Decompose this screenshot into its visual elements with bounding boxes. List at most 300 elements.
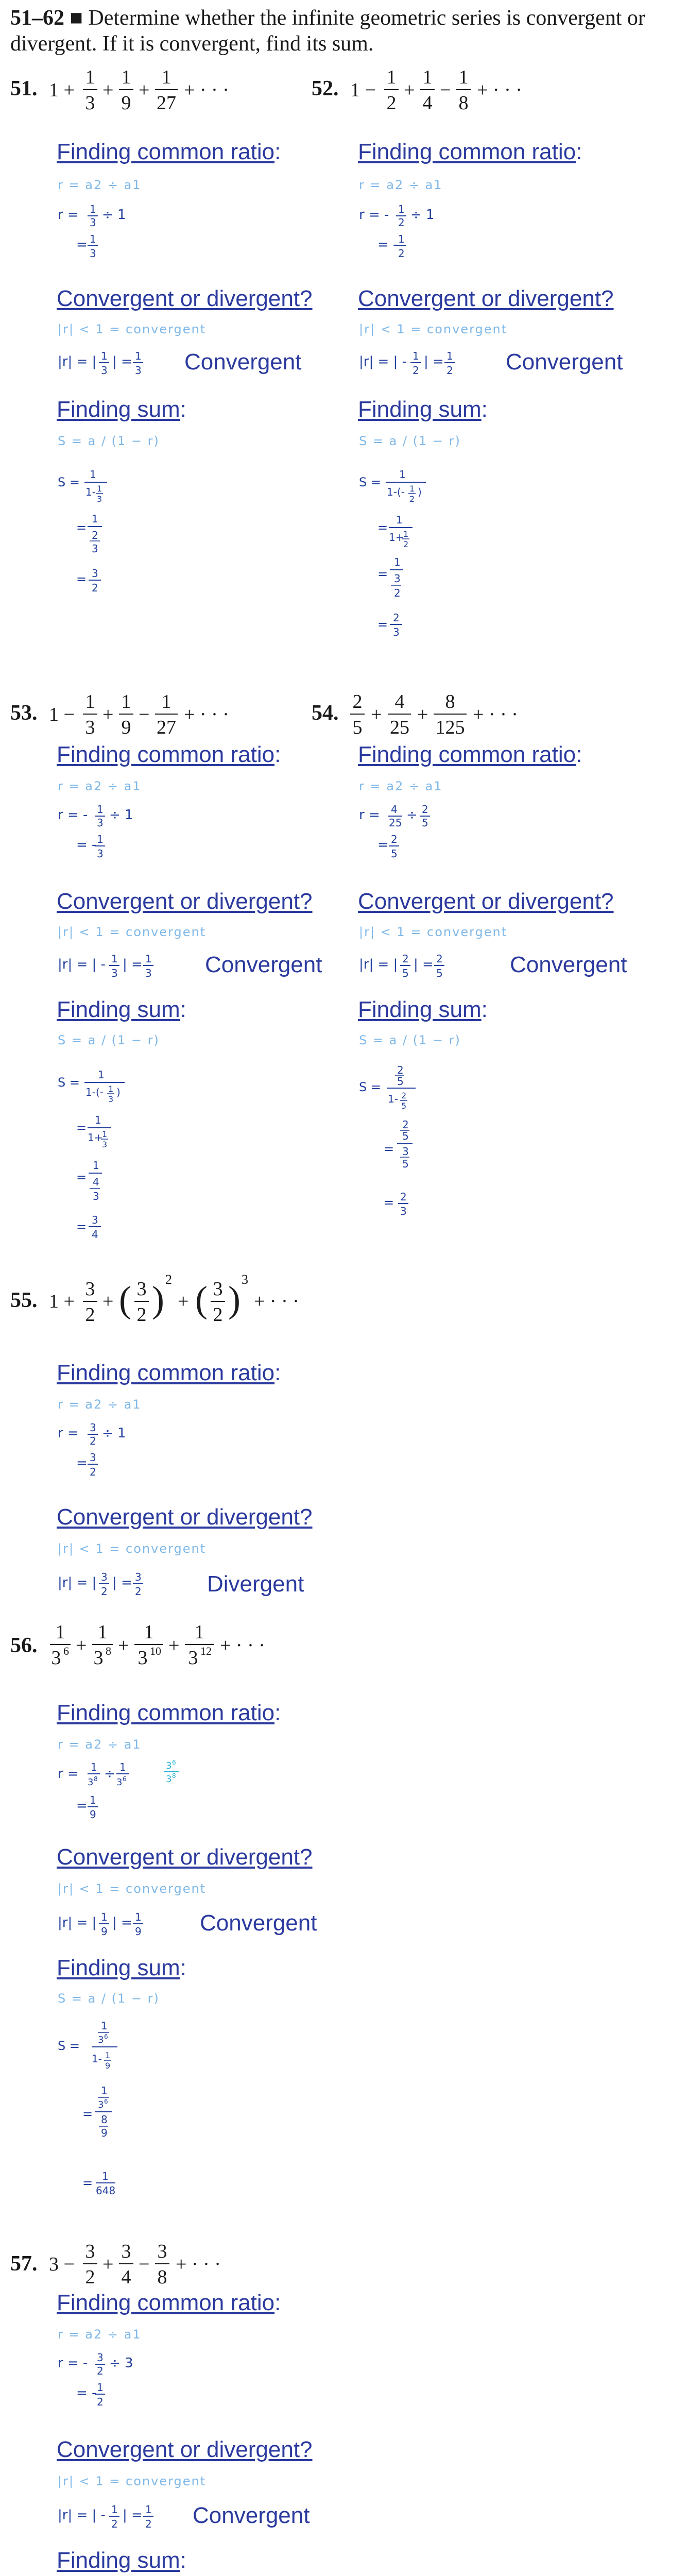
svg-text:1: 1 [194, 1621, 204, 1643]
abs-ratio-work [58, 1566, 176, 1602]
svg-text:|r| = |: |r| = | [359, 957, 398, 972]
ratio-work [58, 1759, 222, 1821]
ratio-formula-hint: r = a2 ÷ a1 [58, 178, 142, 192]
svg-text:=: = [377, 567, 388, 581]
svg-text:+: + [417, 704, 428, 725]
convergence-hint: |r| < 1 = convergent [58, 322, 207, 336]
heading-sum: Finding sum: [358, 397, 488, 422]
convergence-result: Convergent [205, 952, 322, 977]
problem-number: 54. [312, 701, 339, 725]
svg-text:r =: r = [58, 1766, 79, 1782]
svg-text:1: 1 [111, 2503, 118, 2516]
svg-text:1: 1 [119, 1761, 126, 1773]
series-expression [49, 1618, 337, 1669]
svg-text:2: 2 [135, 1585, 142, 1598]
svg-text:+: + [371, 704, 382, 725]
svg-text:2: 2 [391, 833, 398, 845]
svg-text:12: 12 [200, 1645, 212, 1657]
svg-text:9: 9 [90, 1808, 96, 1821]
convergence-result: Convergent [184, 349, 302, 375]
svg-text:1 −: 1 − [350, 79, 376, 101]
svg-text:+: + [139, 79, 150, 101]
svg-text:1: 1 [101, 1911, 108, 1923]
svg-text:2: 2 [398, 247, 405, 260]
series-expression [350, 68, 577, 114]
svg-text:1: 1 [90, 203, 96, 215]
svg-text:3: 3 [145, 967, 152, 979]
svg-text:1: 1 [413, 350, 419, 362]
convergence-hint: |r| < 1 = convergent [58, 1541, 207, 1556]
svg-text:+: + [102, 2253, 114, 2275]
svg-text:+ · · ·: + · · · [220, 1635, 265, 1656]
convergence-hint: |r| < 1 = convergent [58, 1882, 207, 1896]
svg-text:1-(-: 1-(- [387, 486, 405, 498]
svg-text:1: 1 [101, 350, 108, 362]
svg-text:|r| = | -: |r| = | - [359, 354, 407, 369]
svg-text:4: 4 [422, 92, 433, 114]
svg-text:2: 2 [136, 1304, 147, 1326]
svg-text:1: 1 [95, 1114, 101, 1126]
svg-text:−: − [440, 79, 451, 101]
svg-text:=: = [76, 1121, 87, 1135]
series-expression [49, 692, 276, 739]
svg-text:1: 1 [396, 514, 403, 526]
svg-text:4: 4 [121, 2266, 131, 2288]
heading-ratio: Finding common ratio: [57, 2290, 281, 2315]
svg-text:1: 1 [386, 66, 397, 88]
bullet-icon: ■ [70, 6, 83, 30]
svg-text:=: = [76, 1170, 87, 1184]
svg-text:4: 4 [92, 1228, 98, 1241]
svg-text:1: 1 [93, 1159, 99, 1172]
svg-text:1: 1 [97, 1621, 108, 1643]
ratio-formula-hint: r = a2 ÷ a1 [58, 1737, 142, 1752]
heading-ratio: Finding common ratio: [358, 742, 582, 767]
svg-text:2: 2 [394, 587, 401, 599]
svg-text:1: 1 [101, 2020, 108, 2032]
svg-text:÷ 1: ÷ 1 [102, 207, 126, 223]
svg-text:=: = [377, 520, 388, 535]
svg-text:÷ 3: ÷ 3 [109, 2355, 133, 2371]
svg-text:÷: ÷ [406, 807, 418, 823]
svg-text:1: 1 [97, 484, 102, 494]
svg-text:+ · · ·: + · · · [184, 704, 229, 725]
sum-formula-hint: S = a / (1 − r) [359, 1033, 461, 1047]
svg-text:2: 2 [213, 1304, 223, 1326]
svg-text:r =: r = [359, 807, 380, 823]
svg-text:8: 8 [157, 2266, 167, 2288]
svg-text:2: 2 [401, 1091, 407, 1100]
svg-text:1: 1 [135, 350, 142, 362]
svg-text:1: 1 [101, 2084, 108, 2097]
svg-text:25: 25 [390, 717, 409, 738]
svg-text:1: 1 [90, 233, 96, 245]
svg-text:3: 3 [111, 967, 118, 979]
svg-text:): ) [116, 1086, 121, 1098]
svg-text:1: 1 [144, 1621, 154, 1643]
svg-text:3: 3 [90, 247, 96, 260]
svg-text:2: 2 [352, 691, 363, 713]
svg-text:=: = [82, 2176, 93, 2190]
svg-text:1-: 1- [85, 486, 96, 498]
svg-text:3 −: 3 − [49, 2253, 75, 2275]
svg-text:5: 5 [422, 817, 428, 829]
svg-text:4: 4 [394, 691, 405, 713]
svg-text:S =: S = [58, 2039, 80, 2053]
svg-text:=: = [82, 2107, 93, 2121]
svg-text:2: 2 [436, 953, 443, 965]
svg-text:9: 9 [101, 2127, 108, 2139]
svg-text:8: 8 [101, 2113, 108, 2126]
svg-text:1: 1 [399, 468, 406, 481]
svg-text:3: 3 [394, 572, 401, 585]
svg-text:1 +: 1 + [49, 79, 75, 101]
svg-text:4: 4 [93, 1176, 99, 1188]
heading-convergence: Convergent or divergent? [57, 1844, 313, 1870]
svg-text:S =: S = [359, 1080, 381, 1094]
problem-number: 57. [10, 2252, 38, 2276]
svg-text:=: = [377, 837, 389, 853]
problem-number: 55. [10, 1289, 38, 1312]
svg-text:=: = [76, 1455, 88, 1471]
svg-text:1: 1 [145, 2503, 152, 2516]
svg-text:+: + [76, 1635, 87, 1656]
svg-text:125: 125 [435, 717, 465, 738]
svg-text:+: + [178, 1291, 189, 1312]
svg-text:1: 1 [409, 484, 415, 494]
svg-text:+: + [102, 704, 114, 725]
heading-convergence: Convergent or divergent? [57, 2437, 313, 2462]
svg-text:+ · · ·: + · · · [254, 1291, 299, 1312]
svg-text:3: 3 [101, 364, 108, 377]
svg-text:2: 2 [402, 953, 409, 965]
svg-text:3: 3 [166, 1774, 172, 1785]
svg-text:| =: | = [123, 957, 143, 972]
svg-text:1: 1 [458, 66, 469, 88]
svg-text:=: = [76, 1798, 88, 1814]
abs-ratio-work [58, 345, 176, 381]
svg-text:1: 1 [102, 2170, 109, 2182]
svg-text:2: 2 [386, 92, 397, 114]
svg-text:2: 2 [92, 582, 98, 594]
svg-text:÷ 1: ÷ 1 [410, 207, 435, 223]
svg-text:3: 3 [90, 1421, 96, 1434]
svg-text:|r| = | -: |r| = | - [58, 957, 106, 972]
svg-text:1: 1 [97, 833, 104, 845]
svg-text:+: + [168, 1635, 180, 1656]
svg-text:1: 1 [85, 691, 95, 713]
svg-text:5: 5 [402, 1158, 409, 1170]
ratio-work [58, 2352, 192, 2409]
svg-text:1: 1 [422, 66, 433, 88]
svg-text:6: 6 [123, 1775, 127, 1783]
svg-text:5: 5 [397, 1075, 404, 1088]
heading-sum: Finding sum: [57, 1955, 186, 1980]
heading-convergence: Convergent or divergent? [57, 286, 313, 311]
svg-text:9: 9 [121, 717, 131, 738]
svg-text:1+: 1+ [88, 1131, 103, 1144]
svg-text:r = -: r = - [58, 2355, 88, 2371]
heading-ratio: Finding common ratio: [57, 139, 281, 164]
heading-sum: Finding sum: [57, 997, 186, 1022]
svg-text:1: 1 [108, 1084, 114, 1094]
svg-text:3: 3 [97, 2351, 104, 2364]
svg-text:2: 2 [403, 539, 409, 549]
svg-text:2: 2 [413, 364, 419, 377]
svg-text:1: 1 [111, 953, 118, 965]
svg-text:6: 6 [172, 1759, 176, 1766]
svg-text:3: 3 [92, 1214, 98, 1226]
svg-text:3: 3 [88, 1777, 94, 1788]
svg-text:(: ( [119, 1279, 131, 1320]
svg-text:1: 1 [92, 513, 98, 525]
svg-text:3: 3 [135, 1571, 142, 1583]
problem-number: 51. [10, 77, 38, 100]
svg-text:648: 648 [96, 2184, 116, 2197]
svg-text:5: 5 [402, 1130, 409, 1142]
svg-text:6: 6 [104, 2033, 108, 2040]
svg-text:1: 1 [98, 1069, 105, 1081]
svg-text:27: 27 [157, 92, 176, 114]
svg-text:+: + [102, 1291, 114, 1312]
problem-number: 56. [10, 1634, 38, 1657]
svg-text:5: 5 [401, 1101, 407, 1111]
svg-text:+ · · ·: + · · · [184, 79, 229, 101]
problem-number: 52. [312, 77, 339, 100]
svg-text:): ) [418, 486, 422, 498]
svg-text:8: 8 [445, 691, 455, 713]
svg-text:2: 2 [402, 1118, 409, 1131]
svg-text:3: 3 [85, 2241, 95, 2262]
svg-text:| =: | = [112, 1575, 132, 1590]
abs-ratio-work [58, 948, 181, 984]
svg-text:1: 1 [121, 691, 131, 713]
ratio-formula-hint: r = a2 ÷ a1 [58, 1397, 142, 1412]
heading-ratio: Finding common ratio: [57, 1700, 281, 1725]
svg-text:1: 1 [97, 2381, 104, 2394]
svg-text:= -: = - [377, 237, 398, 252]
sum-formula-hint: S = a / (1 − r) [58, 1033, 160, 1047]
svg-text:1: 1 [398, 203, 405, 215]
svg-text:2: 2 [97, 2396, 104, 2408]
ratio-work [58, 204, 192, 260]
svg-text:2: 2 [85, 2266, 95, 2288]
convergence-result: Convergent [200, 1910, 317, 1936]
svg-text:3: 3 [97, 817, 104, 829]
svg-text:3: 3 [393, 626, 400, 638]
svg-text:1 −: 1 − [49, 704, 75, 725]
svg-text:3: 3 [166, 1760, 172, 1771]
svg-text:1: 1 [145, 953, 152, 965]
svg-text:8: 8 [106, 1645, 111, 1657]
svg-text:3: 3 [102, 1140, 108, 1149]
svg-text:3: 3 [242, 1272, 248, 1287]
svg-text:=: = [384, 1142, 394, 1156]
svg-text:| =: | = [123, 2507, 143, 2523]
svg-text:2: 2 [397, 1064, 404, 1076]
svg-text:÷ 1: ÷ 1 [102, 1426, 126, 1441]
svg-text:= -: = - [76, 2385, 97, 2401]
svg-text:1: 1 [398, 233, 405, 245]
svg-text:1: 1 [90, 468, 96, 481]
svg-text:3: 3 [98, 2035, 104, 2045]
svg-text:3: 3 [90, 1451, 96, 1464]
svg-text:=: = [384, 1195, 394, 1210]
svg-text:5: 5 [402, 967, 409, 979]
svg-text:+ · · ·: + · · · [477, 79, 522, 101]
series-expression [49, 2242, 276, 2289]
svg-text:3: 3 [92, 567, 98, 580]
svg-text:2: 2 [446, 364, 453, 377]
svg-text:3: 3 [213, 1278, 223, 1300]
svg-text:5: 5 [352, 717, 363, 738]
svg-text:2: 2 [90, 1466, 96, 1478]
svg-text:+ · · ·: + · · · [473, 704, 518, 725]
svg-text:3: 3 [157, 2241, 167, 2262]
svg-text:1: 1 [97, 803, 104, 816]
svg-text:4: 4 [391, 803, 398, 816]
ratio-formula-hint: r = a2 ÷ a1 [58, 2327, 142, 2342]
svg-text:r =: r = [58, 207, 79, 223]
svg-text:|r| = |: |r| = | [58, 1575, 97, 1590]
svg-text:2: 2 [422, 803, 428, 816]
svg-text:1: 1 [102, 1129, 108, 1139]
svg-text:+: + [118, 1635, 129, 1656]
svg-text:2: 2 [85, 1304, 95, 1326]
instructions-text: Determine whether the infinite geometric series is convergent or divergent. If it is convergent, find its sum. [10, 6, 645, 56]
convergence-result: Convergent [506, 349, 623, 375]
svg-text:3: 3 [136, 1278, 147, 1300]
svg-text:1: 1 [403, 529, 409, 539]
svg-text:3: 3 [85, 92, 95, 114]
problem-range: 51–62 [10, 6, 64, 30]
convergence-result: Convergent [193, 2503, 310, 2528]
sum-work [58, 1064, 171, 1249]
problem-number: 53. [10, 701, 38, 725]
svg-text:1: 1 [161, 691, 171, 713]
sum-formula-hint: S = a / (1 − r) [58, 434, 160, 448]
svg-text:r =: r = [58, 1426, 79, 1441]
series-expression [350, 692, 577, 739]
ratio-formula-hint: r = a2 ÷ a1 [359, 779, 443, 793]
svg-text:r = -: r = - [58, 807, 88, 823]
svg-text:9: 9 [135, 1925, 142, 1938]
heading-sum: Finding sum: [57, 2548, 186, 2573]
svg-text:1: 1 [90, 1794, 96, 1806]
svg-text:9: 9 [105, 2061, 111, 2071]
svg-text:|r| = |: |r| = | [58, 354, 97, 369]
svg-text:2: 2 [97, 2365, 104, 2377]
svg-text:3: 3 [108, 1094, 114, 1104]
sum-work [58, 2017, 181, 2223]
svg-text:3: 3 [51, 1647, 61, 1669]
heading-ratio: Finding common ratio: [57, 742, 281, 767]
svg-text:3: 3 [402, 1145, 409, 1158]
svg-text:| =: | = [112, 1915, 132, 1930]
svg-text:1-: 1- [92, 2053, 102, 2065]
ratio-work [359, 204, 493, 260]
svg-text:1-: 1- [388, 1093, 398, 1105]
convergence-hint: |r| < 1 = convergent [359, 322, 508, 336]
svg-text:2: 2 [393, 612, 400, 624]
svg-text:1: 1 [105, 2050, 111, 2060]
svg-text:8: 8 [94, 1775, 98, 1783]
svg-text:3: 3 [93, 1190, 99, 1202]
svg-text:2: 2 [101, 1585, 108, 1598]
svg-text:| =: | = [414, 957, 434, 972]
svg-text:1: 1 [394, 556, 401, 568]
sum-work [58, 464, 171, 603]
svg-text:1: 1 [55, 1621, 65, 1643]
svg-text:2: 2 [409, 494, 415, 504]
svg-text:+: + [102, 79, 114, 101]
svg-text:3: 3 [116, 1777, 123, 1788]
svg-text:| =: | = [112, 354, 132, 369]
convergence-hint: |r| < 1 = convergent [359, 925, 508, 939]
svg-text:3: 3 [188, 1647, 198, 1669]
svg-text:=: = [76, 572, 87, 586]
svg-text:10: 10 [150, 1645, 161, 1657]
convergence-result: Convergent [510, 952, 627, 977]
svg-text:−: − [139, 2253, 150, 2275]
heading-ratio: Finding common ratio: [57, 1360, 281, 1385]
ratio-work [58, 1422, 192, 1479]
svg-text:2: 2 [90, 1435, 96, 1447]
svg-text:2: 2 [92, 529, 98, 541]
svg-text:3: 3 [93, 1647, 104, 1669]
heading-convergence: Convergent or divergent? [358, 286, 614, 311]
svg-text:1 +: 1 + [49, 1291, 75, 1312]
svg-text:= -: = - [76, 837, 97, 853]
svg-text:+ · · ·: + · · · [176, 2253, 221, 2275]
sum-work [359, 464, 472, 649]
convergence-result: Divergent [207, 1571, 304, 1597]
heading-convergence: Convergent or divergent? [57, 889, 313, 914]
svg-text:=: = [76, 1219, 87, 1234]
svg-text:(: ( [195, 1279, 208, 1320]
svg-text:S =: S = [359, 475, 381, 489]
svg-text:2: 2 [165, 1272, 172, 1287]
svg-text:1: 1 [121, 66, 131, 88]
svg-text:3: 3 [98, 2099, 104, 2110]
ratio-work [359, 804, 493, 860]
svg-text:3: 3 [121, 2241, 131, 2262]
svg-text:5: 5 [391, 848, 398, 860]
svg-text:|r| = |: |r| = | [58, 1915, 97, 1930]
svg-text:3: 3 [85, 1278, 95, 1300]
ratio-formula-hint: r = a2 ÷ a1 [359, 178, 443, 192]
svg-text:2: 2 [111, 2518, 118, 2530]
series-expression [49, 68, 276, 114]
svg-text:3: 3 [138, 1647, 148, 1669]
svg-text:6: 6 [63, 1645, 69, 1657]
sum-work [359, 1061, 472, 1231]
ratio-work [58, 804, 192, 860]
svg-text:9: 9 [121, 92, 131, 114]
svg-text:5: 5 [436, 967, 443, 979]
convergence-hint: |r| < 1 = convergent [58, 925, 207, 939]
svg-text:1: 1 [91, 1761, 97, 1773]
heading-convergence: Convergent or divergent? [57, 1504, 313, 1530]
abs-ratio-work [359, 345, 483, 381]
svg-text:3: 3 [97, 848, 104, 860]
convergence-hint: |r| < 1 = convergent [58, 2474, 207, 2488]
svg-text:|r| = | -: |r| = | - [58, 2507, 106, 2523]
svg-text:r = -: r = - [359, 207, 389, 223]
svg-text:1: 1 [85, 66, 95, 88]
svg-text:1: 1 [161, 66, 171, 88]
series-expression [49, 1273, 368, 1329]
